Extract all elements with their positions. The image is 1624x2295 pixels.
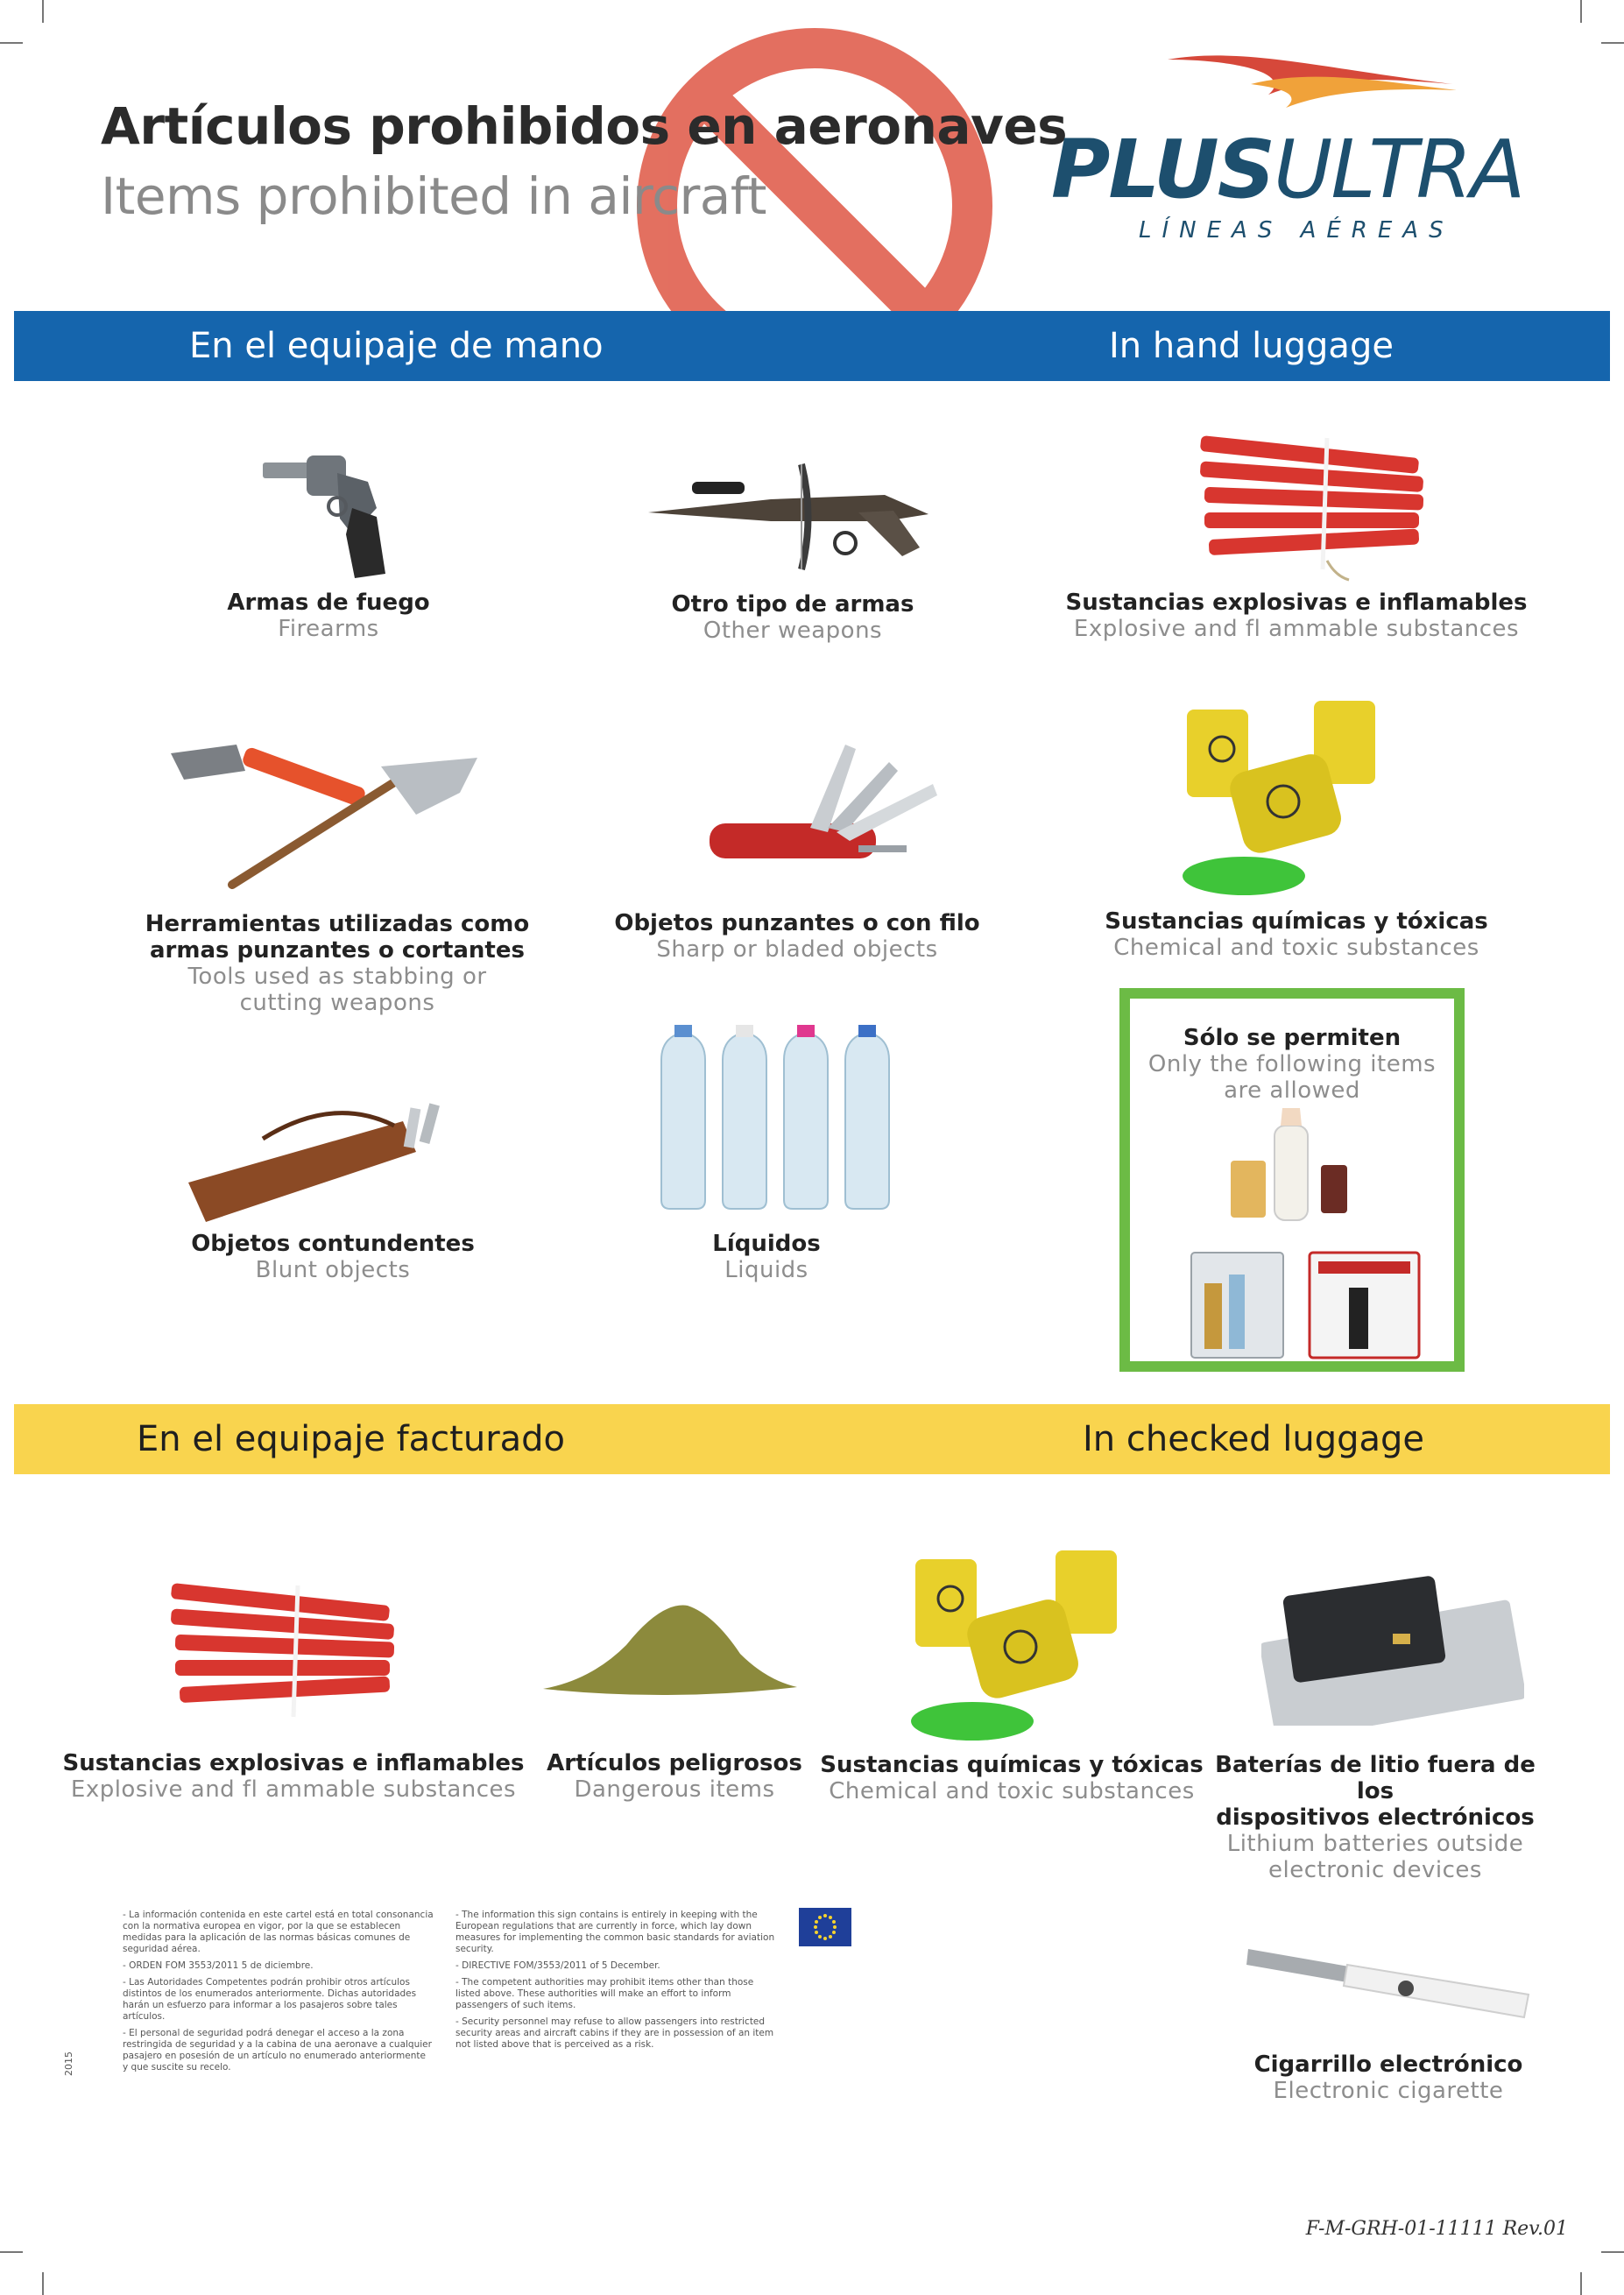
item-blunt-objects [153, 1231, 512, 1283]
page-title-es: Artículos prohibidos en aeronaves [101, 96, 1068, 156]
item-label-en: Sharp or bladed objects [656, 936, 938, 963]
footnotes-es [123, 1910, 434, 2079]
dynamite-sticks-icon [1196, 429, 1432, 583]
footnotes-en [455, 1910, 780, 2056]
water-bottles-icon [653, 1025, 898, 1213]
airline-logo-swoosh-icon [1163, 42, 1461, 112]
item-label-es: Sustancias químicas y tóxicas [1105, 908, 1488, 935]
checked-luggage-label-es: En el equipaje facturado [137, 1419, 566, 1459]
crop-mark [42, 2272, 44, 2295]
footnote-en: - Security personnel may refuse to allow passengers into restricted security areas and aircraft cabins if they are in possession of an item not listed above that is perceived as a risk. [455, 2016, 774, 2050]
item-firearms [153, 590, 504, 642]
item-label-es: Líquidos [712, 1231, 821, 1257]
airline-logo [1051, 123, 1523, 216]
page-title-en: Items prohibited in aircraft [101, 166, 766, 226]
footnote-en: - DIRECTIVE FOM/3553/2011 of 5 December. [455, 1960, 660, 1971]
hammer-and-axe-icon [162, 731, 486, 889]
footnote-en: - The competent authorities may prohibit items other than those listed above. These authorities will make an effort to inform passengers of such items. [455, 1977, 754, 2010]
item-label-es-line2: dispositivos electrónicos [1216, 1804, 1535, 1831]
item-liquids [635, 1231, 898, 1283]
item-label-en: Chemical and toxic substances [1113, 935, 1479, 961]
item-label-en-line2: electronic devices [1268, 1857, 1482, 1883]
checked-luggage-banner [14, 1404, 1610, 1474]
item-label-es: Armas de fuego [227, 590, 430, 616]
item-label-en: Blunt objects [255, 1257, 411, 1283]
item-label-es-line2: armas punzantes o cortantes [150, 937, 525, 964]
item-chemical [1056, 908, 1537, 961]
checked-item-e-cigarette [1213, 2051, 1564, 2104]
crop-mark [1601, 2251, 1624, 2253]
footnote-es: - Las Autoridades Competentes podrán prohibir otros artículos distintos de los enumerados anteriormente. Dichas autoridades harán un esfuerzo para informar a los pasajeros sobre tales artículos. [123, 1977, 417, 2022]
footnote-es: - El personal de seguridad podrá denegar el acceso a la zona restringida de seguridad y a la cabina de una aeronave a cualquier pasajero en posesión de un artículo no enumerado anteriormente y que suscite su recelo. [123, 2028, 432, 2073]
chemical-barrels-icon [907, 1546, 1126, 1743]
item-label-en: Electronic cigarette [1273, 2078, 1504, 2104]
item-label-en-line2: cutting weapons [239, 990, 435, 1016]
allowed-label-en: Only the following items [1147, 1051, 1437, 1077]
item-label-es: Cigarrillo electrónico [1253, 2051, 1523, 2078]
eu-flag-icon [799, 1908, 851, 1946]
hand-luggage-banner [14, 311, 1610, 381]
crossbow-icon [639, 460, 937, 574]
baby-food-and-medicine-icon [1226, 1108, 1358, 1222]
item-label-es: Herramientas utilizadas como [145, 911, 530, 937]
checked-item-explosives [53, 1750, 534, 1803]
item-label-en: Tools used as stabbing or [187, 964, 487, 990]
hand-luggage-label-es: En el equipaje de mano [189, 326, 604, 366]
item-label-en: Dangerous items [574, 1776, 775, 1803]
chemical-barrels-icon [1174, 701, 1384, 902]
footnote-es: - ORDEN FOM 3553/2011 5 de diciembre. [123, 1960, 314, 1971]
item-sharp-objects [578, 910, 1016, 963]
document-code: F-M-GRH-01-11111 Rev.01 [1305, 2218, 1568, 2240]
year-label: 2015 [63, 2051, 74, 2076]
electronic-cigarette-icon [1244, 1940, 1533, 2023]
item-label-es: Objetos contundentes [191, 1231, 475, 1257]
checked-item-dangerous [534, 1750, 815, 1803]
crop-mark [0, 42, 23, 44]
item-label-es: Sustancias químicas y tóxicas [820, 1752, 1204, 1778]
allowed-items-heading [1130, 1025, 1454, 1104]
crop-mark [1580, 2272, 1582, 2295]
item-label-es: Baterías de litio fuera de los [1215, 1752, 1536, 1804]
crop-mark [1601, 42, 1624, 44]
item-tools [114, 911, 561, 1016]
swiss-army-knife-icon [705, 736, 942, 880]
item-label-es: Otro tipo de armas [671, 591, 914, 618]
footnote-en: - The information this sign contains is entirely in keeping with the European regulations that are currently in force, which lay down measures for implementing the common basic standards for aviation security. [455, 1910, 775, 1954]
brand-light: ULTRA [1273, 123, 1524, 216]
brand-tagline: LÍNEAS AÉREAS [1139, 217, 1454, 244]
item-label-en: Other weapons [703, 618, 883, 644]
lithium-battery-icon [1261, 1572, 1524, 1726]
checked-item-chemical [819, 1752, 1204, 1804]
item-label-en: Liquids [724, 1257, 808, 1283]
powder-pile-icon [539, 1592, 801, 1702]
item-label-en: Explosive and fl ammable substances [70, 1776, 517, 1803]
item-label-en: Firearms [278, 616, 379, 642]
item-label-en: Lithium batteries outside [1226, 1831, 1524, 1857]
item-explosives [1034, 590, 1559, 642]
item-label-es: Sustancias explosivas e inflamables [62, 1750, 525, 1776]
crop-mark [42, 0, 44, 23]
allowed-items-box [1119, 988, 1465, 1372]
footnote-es: - La información contenida en este cartel está en total consonancia con la normativa europea en vigor, por la que se establecen medidas para la aplicación de las normas básicas comunes de seguridad aérea. [123, 1910, 434, 1954]
allowed-label-es: Sólo se permiten [1183, 1025, 1402, 1051]
brand-bold: PLUS [1051, 123, 1274, 216]
checked-item-lithium-batteries [1209, 1752, 1542, 1883]
dynamite-sticks-icon [166, 1577, 403, 1730]
hand-luggage-label-en: In hand luggage [1109, 326, 1394, 366]
revolver-icon [254, 447, 394, 583]
checked-luggage-label-en: In checked luggage [1083, 1419, 1425, 1459]
item-label-es: Objetos punzantes o con filo [614, 910, 980, 936]
item-other-weapons [618, 591, 968, 644]
crop-mark [1580, 0, 1582, 23]
liquid-bags-icon [1187, 1248, 1423, 1362]
item-label-en: Chemical and toxic substances [829, 1778, 1195, 1804]
item-label-es: Sustancias explosivas e inflamables [1065, 590, 1528, 616]
item-label-en: Explosive and fl ammable substances [1073, 616, 1520, 642]
crop-mark [0, 2251, 23, 2253]
golf-bag-icon [184, 1099, 455, 1226]
allowed-label-en-line2: are allowed [1224, 1077, 1360, 1104]
item-label-es: Artículos peligrosos [547, 1750, 802, 1776]
